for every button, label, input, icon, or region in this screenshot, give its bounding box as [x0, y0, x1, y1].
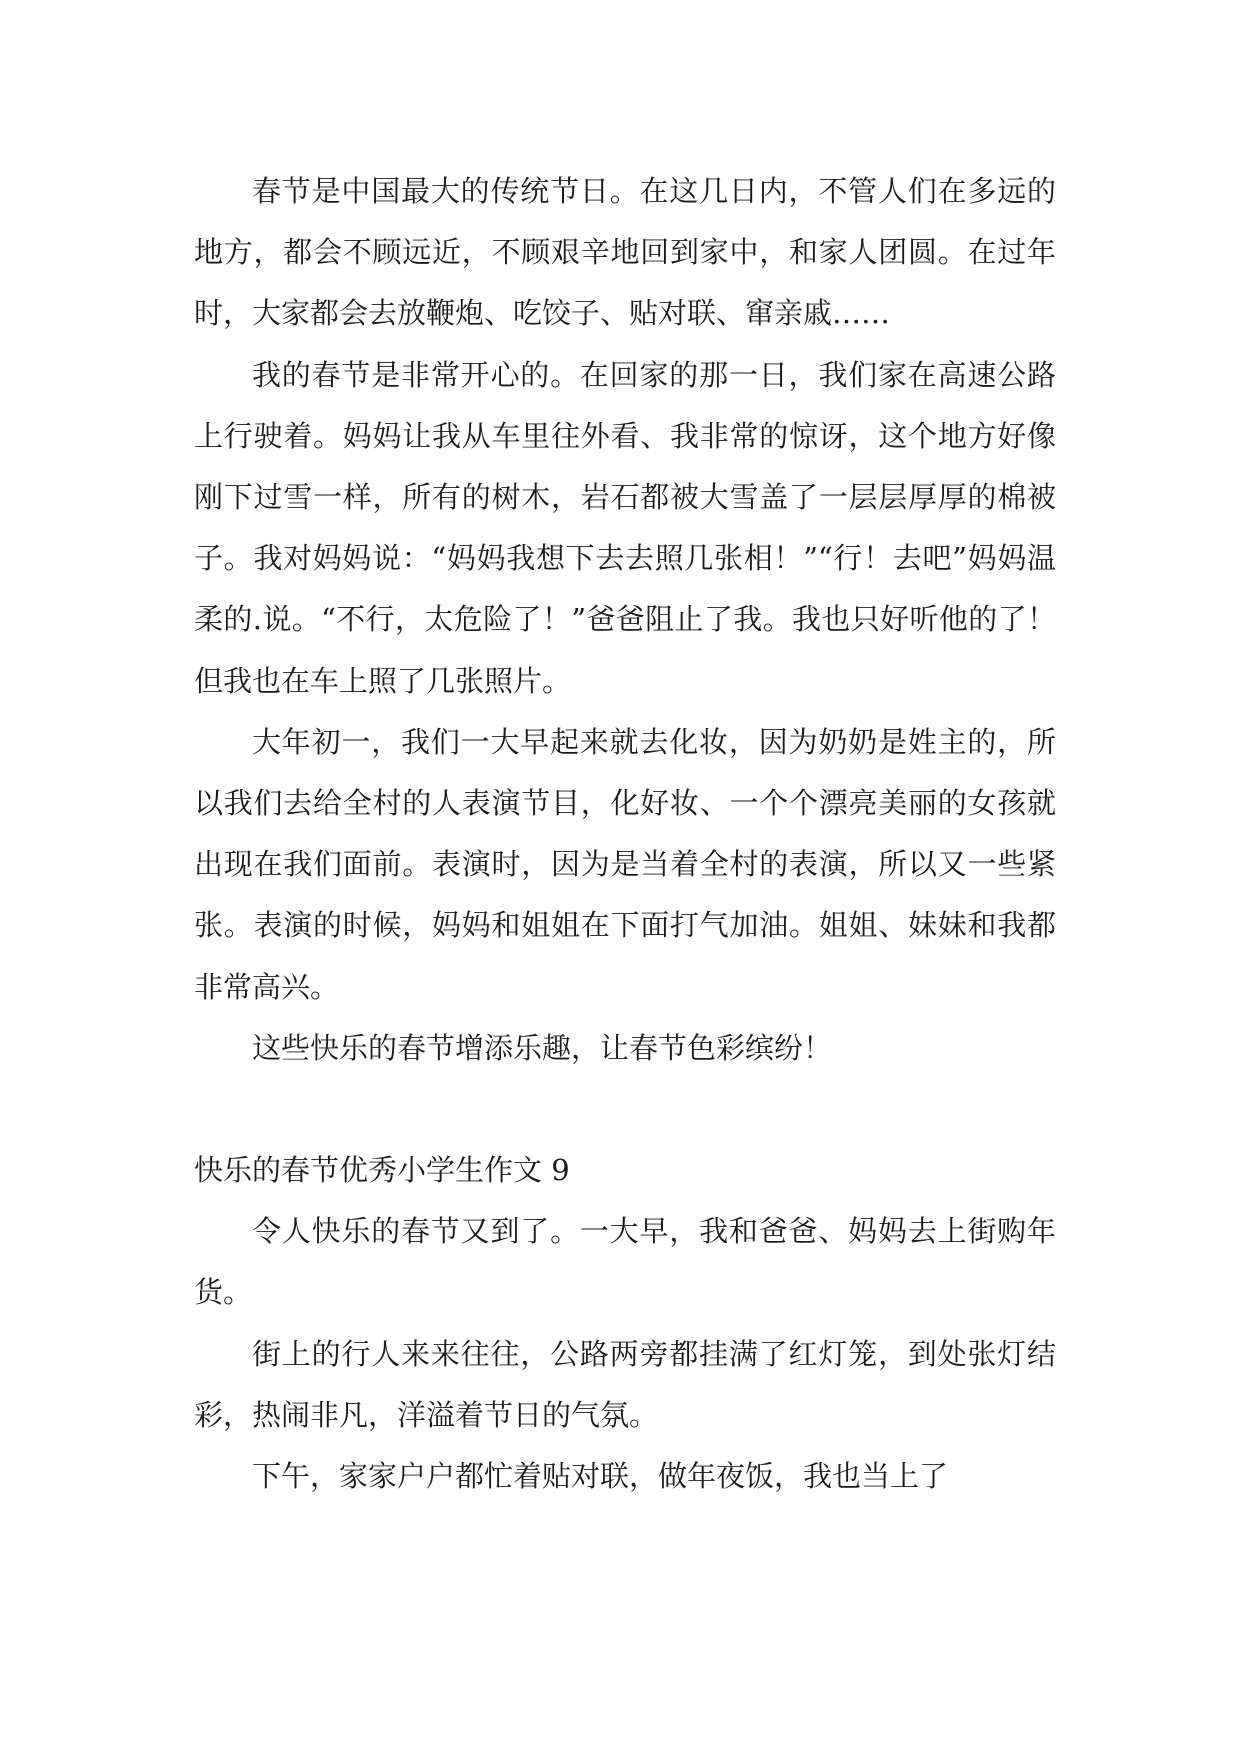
paragraph-spring-festival-intro: 春节是中国最大的传统节日。在这几日内，不管人们在多远的地方，都会不顾远近，不顾艰辛地回到家中，和家人团圆。在过年时，大家都会去放鞭炮、吃饺子、贴对联、窜亲戚……: [194, 174, 1056, 331]
paragraph-shopping: 令人快乐的春节又到了。一大早，我和爸爸、妈妈去上街购年货。: [194, 1214, 1056, 1310]
paragraph-new-year-performance: 大年初一，我们一大早起来就去化妆，因为奶奶是姓主的，所以我们去给全村的人表演节目，化好妆、一个个漂亮美丽的女孩就出现在我们面前。表演时，因为是当着全村的表演，所以又一些紧张。表演的时候，妈妈和姐姐在下面打气加油。姐姐、妹妹和我都非常高兴。: [194, 724, 1056, 1004]
paragraph-conclusion: 这些快乐的春节增添乐趣，让春节色彩缤纷！: [252, 1030, 833, 1065]
paragraph-afternoon: 下午，家家户户都忙着贴对联，做年夜饭，我也当上了: [252, 1459, 949, 1494]
document-body: [194, 161, 1056, 1507]
paragraph-trip-home: 我的春节是非常开心的。在回家的那一日，我们家在高速公路上行驶着。妈妈让我从车里往外看、我非常的惊讶，这个地方好像刚下过雪一样，所有的树木，岩石都被大雪盖了一层层厚厚的棉被子。我对妈妈说：“妈妈我想下去去照几张相！”“行！去吧”妈妈温柔的.说。“不行，太危险了！”爸爸阻止了我。我也只好听他的了！但我也在车上照了几张照片。: [194, 357, 1056, 698]
section-title: 快乐的春节优秀小学生作文 9: [194, 1153, 570, 1188]
paragraph-street: 街上的行人来来往往，公路两旁都挂满了红灯笼，到处张灯结彩，热闹非凡，洋溢着节日的气氛。: [194, 1336, 1056, 1432]
